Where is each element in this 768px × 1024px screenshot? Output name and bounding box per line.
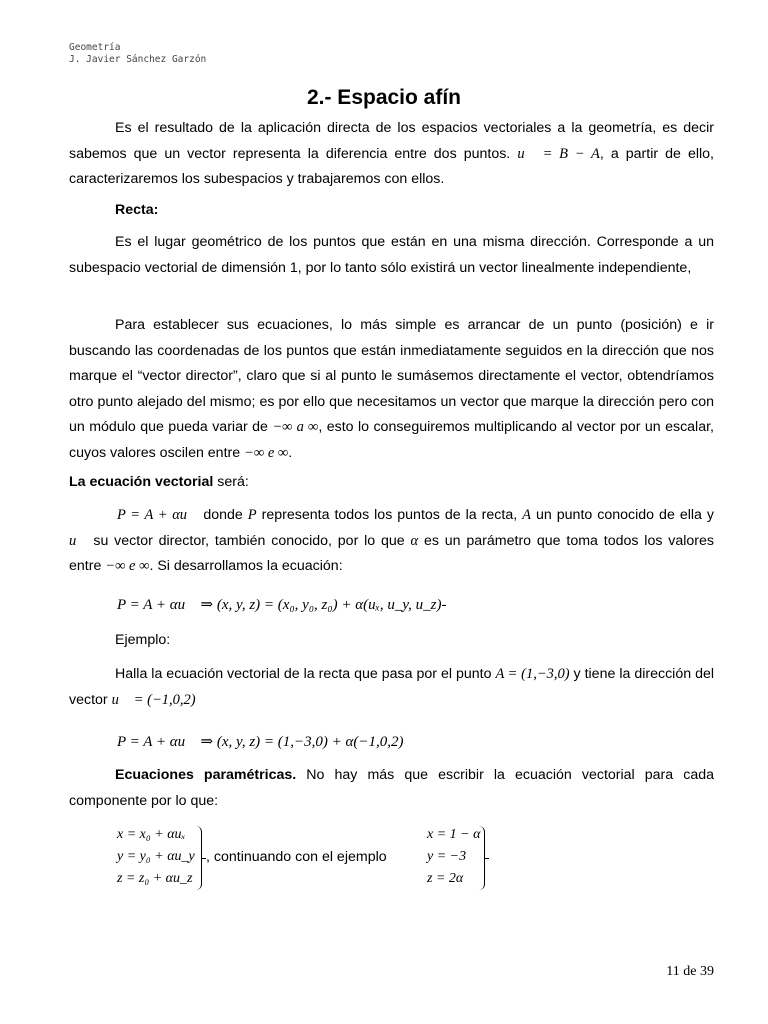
param-eq-x: x = x₀ + αuₓ — [117, 827, 186, 842]
intro-text-1: Es el resultado de la aplicación directa de los espacios vectoriales a la geometría, es decir sabemos que un vector representa la diferencia entre dos puntos. — [69, 120, 714, 162]
vectorial-heading: La ecuación vectorial — [69, 474, 214, 490]
parametric-heading: Ecuaciones paramétricas. — [115, 767, 297, 783]
symbol-u: u⃗ — [69, 532, 88, 549]
recta-heading: Recta: — [115, 202, 159, 218]
recta-text-a: Para establecer sus ecuaciones, lo más simple es arrancar de un punto (posición) e ir buscando las coordenadas de los puntos que están inmediatamente seguidos en la dirección que nos marque el “vector director”, claro que si al punto le sumásemos directamente el vector, obtendríamos otro punto alejado del mismo; es por ello que necesitamos un vector que marque la dirección pero con un módulo que pueda variar de — [69, 317, 714, 435]
vectorial-heading-line — [69, 470, 714, 496]
example-solution — [117, 732, 404, 751]
intro-formula: u⃗ = B − A — [517, 145, 600, 162]
parametric-general-system — [117, 824, 195, 890]
example-t1: Halla la ecuación vectorial de la recta que pasa por el punto — [115, 666, 496, 682]
recta-paragraph — [69, 313, 714, 466]
vectorial-t2: representa todos los puntos de la recta, — [256, 507, 523, 523]
example-t2: y tiene la dirección del vector — [69, 666, 714, 708]
vectorial-t6: . Si desarrollamos la ecuación: — [149, 558, 343, 574]
example-eq-z: z = 2α — [427, 871, 464, 886]
header-subject: Geometría — [69, 42, 121, 53]
header-author: J. Javier Sánchez Garzón — [69, 54, 207, 65]
section-title: 2.- Espacio afín — [306, 86, 462, 109]
example-vector: u⃗ = (−1,0,2) — [111, 691, 196, 708]
parametric-example-system — [427, 824, 480, 890]
symbol-alpha: α — [410, 532, 419, 549]
recta-definition: Es el lugar geométrico de los puntos que están en una misma dirección. Corresponde a un subespacio vectorial de dimensión 1, por lo tanto sólo existirá un vector linealmente independiente, — [69, 234, 714, 276]
vectorial-paragraph — [69, 503, 714, 580]
brace-example — [479, 826, 485, 890]
param-eq-y: y = y₀ + αu_y — [117, 849, 195, 864]
vectorial-t4: su vector director, también conocido, por lo que — [87, 532, 411, 549]
vectorial-eq: P = A + αu⃗ — [117, 507, 199, 523]
expanded-equation-text: P = A + αu⃗ ⇒ (x, y, z) = (x₀, y₀, z₀) + α(uₓ, u_y, u_z)- — [117, 597, 447, 613]
symbol-A: A — [522, 507, 532, 523]
symbol-P: P — [247, 507, 257, 523]
brace-general — [196, 826, 202, 890]
vectorial-t3: un punto conocido de ella y — [531, 507, 715, 523]
range-e: −∞ e ∞ — [244, 444, 289, 461]
vectorial-heading-tail: será: — [213, 474, 249, 490]
param-eq-z: z = z₀ + αu_z — [117, 871, 193, 886]
example-statement — [69, 662, 714, 713]
parametric-connector: , continuando con el ejemplo — [206, 849, 387, 865]
recta-text-b: , esto lo conseguiremos multiplicando al vector por un escalar, cuyos valores oscilen entre — [69, 419, 714, 461]
parametric-paragraph — [69, 763, 714, 814]
example-solution-text: P = A + αu⃗ ⇒ (x, y, z) = (1,−3,0) + α(−1,0,2) — [117, 734, 404, 750]
example-point: A = (1,−3,0) — [495, 666, 570, 682]
vectorial-t1: donde — [198, 507, 248, 523]
running-header — [69, 42, 206, 66]
range-a: −∞ a ∞ — [272, 419, 319, 435]
intro-text-2: , a partir de ello, caracterizaremos los subespacios y trabajaremos con ellos. — [69, 145, 714, 187]
example-eq-x: x = 1 − α — [427, 827, 481, 842]
intro-paragraph — [69, 116, 714, 193]
vectorial-range: −∞ e ∞ — [105, 558, 150, 574]
recta-text-c: . — [288, 444, 293, 461]
vectorial-t5: es un parámetro que toma todos los valores entre — [69, 532, 714, 574]
expanded-equation — [117, 595, 447, 614]
parametric-text: No hay más que escribir la ecuación vectorial para cada componente por lo que: — [69, 767, 715, 809]
example-eq-y: y = −3 — [427, 849, 467, 864]
page-number: 11 de 39 — [666, 964, 714, 979]
example-label: Ejemplo: — [115, 632, 171, 648]
